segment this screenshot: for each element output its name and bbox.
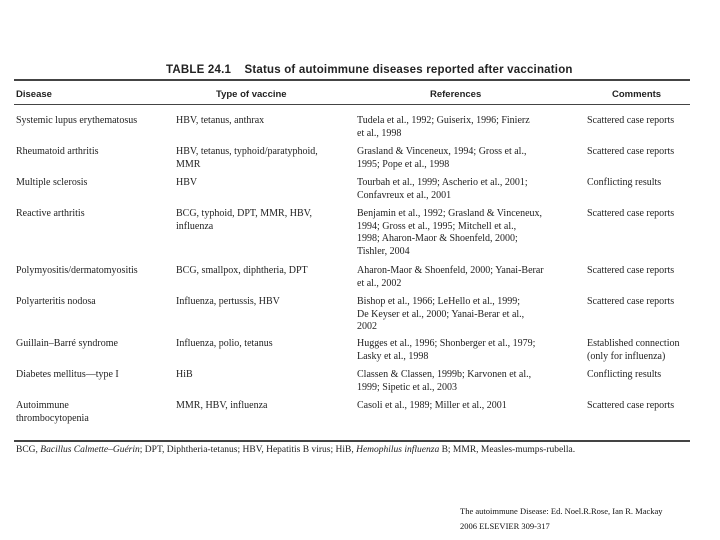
cell-line: 1995; Pope et al., 1998 — [357, 158, 450, 170]
table-footnote — [16, 445, 575, 455]
cell-line: Tourbah et al., 1999; Ascherio et al., 2001; — [357, 177, 528, 188]
cell-line: BCG, smallpox, diphtheria, DPT — [176, 265, 308, 276]
cell-type-of-vaccine — [176, 400, 348, 413]
table-number: TABLE 24.1 — [166, 64, 232, 76]
cell-line: Conflicting results — [587, 369, 662, 380]
cell-type-of-vaccine — [176, 265, 348, 278]
cell-type-of-vaccine — [176, 296, 348, 309]
cell-line: Multiple sclerosis — [16, 177, 88, 188]
cell-line: (only for influenza) — [587, 350, 666, 362]
cell-line: 1998; Aharon-Maor & Shoenfeld, 2000; — [357, 233, 518, 244]
cell-line: Lasky et al., 1998 — [357, 350, 429, 362]
cell-line: Classen & Classen, 1999b; Karvonen et al., — [357, 369, 532, 380]
cell-line: Scattered case reports — [587, 146, 675, 157]
cell-line: 1994; Gross et al., 1995; Mitchell et al., — [357, 220, 517, 232]
credit-line: 2006 ELSEVIER 309-317 — [460, 521, 550, 531]
cell-line: Diabetes mellitus—type I — [16, 369, 119, 380]
cell-line: Reactive arthritis — [16, 208, 85, 219]
cell-line: Scattered case reports — [587, 115, 675, 126]
footnote-italic: Bacillus Calmette–Guérin — [40, 445, 140, 455]
cell-references — [357, 296, 579, 334]
cell-line: thrombocytopenia — [16, 412, 89, 424]
cell-line: Systemic lupus erythematosus — [16, 115, 138, 126]
header-rule — [14, 104, 690, 105]
cell-line: Grasland & Vinceneux, 1994; Gross et al., — [357, 146, 527, 157]
cell-type-of-vaccine — [176, 369, 348, 382]
footnote-italic: Hemophilus influenza — [356, 445, 440, 455]
cell-line: Scattered case reports — [587, 296, 675, 307]
cell-comments — [587, 296, 707, 309]
table-title — [166, 64, 573, 76]
cell-references — [357, 338, 579, 363]
cell-comments — [587, 146, 707, 159]
header-type-of-vaccine: Type of vaccine — [216, 89, 287, 100]
cell-line: MMR, HBV, influenza — [176, 400, 268, 411]
cell-line: HBV, tetanus, anthrax — [176, 115, 265, 126]
source-credit — [460, 504, 663, 534]
cell-line: HBV — [176, 177, 198, 188]
cell-line: Benjamin et al., 1992; Grasland & Vinceneux, — [357, 208, 543, 219]
header-references: References — [430, 89, 482, 100]
cell-line: Guillain–Barré syndrome — [16, 338, 118, 349]
cell-line: Influenza, polio, tetanus — [176, 338, 273, 349]
cell-comments — [587, 177, 707, 190]
cell-line: Scattered case reports — [587, 265, 675, 276]
cell-line: Influenza, pertussis, HBV — [176, 296, 280, 307]
cell-line: De Keyser et al., 2000; Yanai-Berar et al., — [357, 308, 525, 320]
cell-line: Rheumatoid arthritis — [16, 146, 99, 157]
cell-line: HiB — [176, 369, 193, 380]
cell-line: MMR — [176, 158, 201, 170]
cell-line: Bishop et al., 1966; LeHello et al., 1999; — [357, 296, 521, 307]
cell-comments — [587, 338, 707, 363]
cell-type-of-vaccine — [176, 208, 348, 233]
cell-comments — [587, 115, 707, 128]
header-disease: Disease — [16, 89, 52, 100]
cell-line: Tishler, 2004 — [357, 245, 410, 257]
cell-type-of-vaccine — [176, 338, 348, 351]
top-rule — [14, 79, 690, 81]
cell-line: 1999; Sipetic et al., 2003 — [357, 381, 457, 393]
cell-type-of-vaccine — [176, 146, 348, 171]
cell-line: Scattered case reports — [587, 208, 675, 219]
cell-references — [357, 208, 579, 258]
cell-line: et al., 2002 — [357, 277, 402, 289]
cell-type-of-vaccine — [176, 177, 348, 190]
cell-line: Aharon-Maor & Shoenfeld, 2000; Yanai-Berar — [357, 265, 544, 276]
footnote-part: BCG, — [16, 445, 41, 455]
header-comments: Comments — [612, 89, 662, 100]
cell-references — [357, 265, 579, 290]
cell-line: Scattered case reports — [587, 400, 675, 411]
cell-line: 2002 — [357, 321, 377, 332]
cell-references — [357, 369, 579, 394]
cell-comments — [587, 400, 707, 413]
cell-references — [357, 146, 579, 171]
cell-line: Tudela et al., 1992; Guiserix, 1996; Finierz — [357, 115, 530, 126]
cell-line: Casoli et al., 1989; Miller et al., 2001 — [357, 400, 507, 411]
cell-type-of-vaccine — [176, 115, 348, 128]
table-caption: Status of autoimmune diseases reported after vaccination — [244, 64, 573, 76]
credit-line: The autoimmune Disease: Ed. Noel.R.Rose, Ian R. Mackay — [460, 506, 663, 516]
cell-line: Established connection — [587, 338, 680, 349]
cell-line: Polyarteritis nodosa — [16, 296, 96, 307]
footnote-part: ; DPT, Diphtheria-tetanus; HBV, Hepatitis B virus; HiB, — [139, 445, 357, 455]
footnote-part: B; MMR, Measles-mumps-rubella. — [439, 445, 576, 455]
cell-line: et al., 1998 — [357, 127, 402, 139]
cell-line: Polymyositis/dermatomyositis — [16, 265, 138, 276]
cell-comments — [587, 265, 707, 278]
cell-references — [357, 400, 579, 413]
cell-line: Hugges et al., 1996; Shonberger et al., 1979; — [357, 338, 536, 349]
cell-comments — [587, 369, 707, 382]
cell-line: Autoimmune — [16, 400, 69, 411]
bottom-rule — [14, 440, 690, 442]
cell-line: influenza — [176, 220, 214, 232]
cell-comments — [587, 208, 707, 221]
cell-references — [357, 115, 579, 140]
cell-line: Confavreux et al., 2001 — [357, 189, 452, 201]
cell-line: BCG, typhoid, DPT, MMR, HBV, — [176, 208, 313, 219]
cell-references — [357, 177, 579, 202]
cell-line: Conflicting results — [587, 177, 662, 188]
cell-line: HBV, tetanus, typhoid/paratyphoid, — [176, 146, 318, 157]
